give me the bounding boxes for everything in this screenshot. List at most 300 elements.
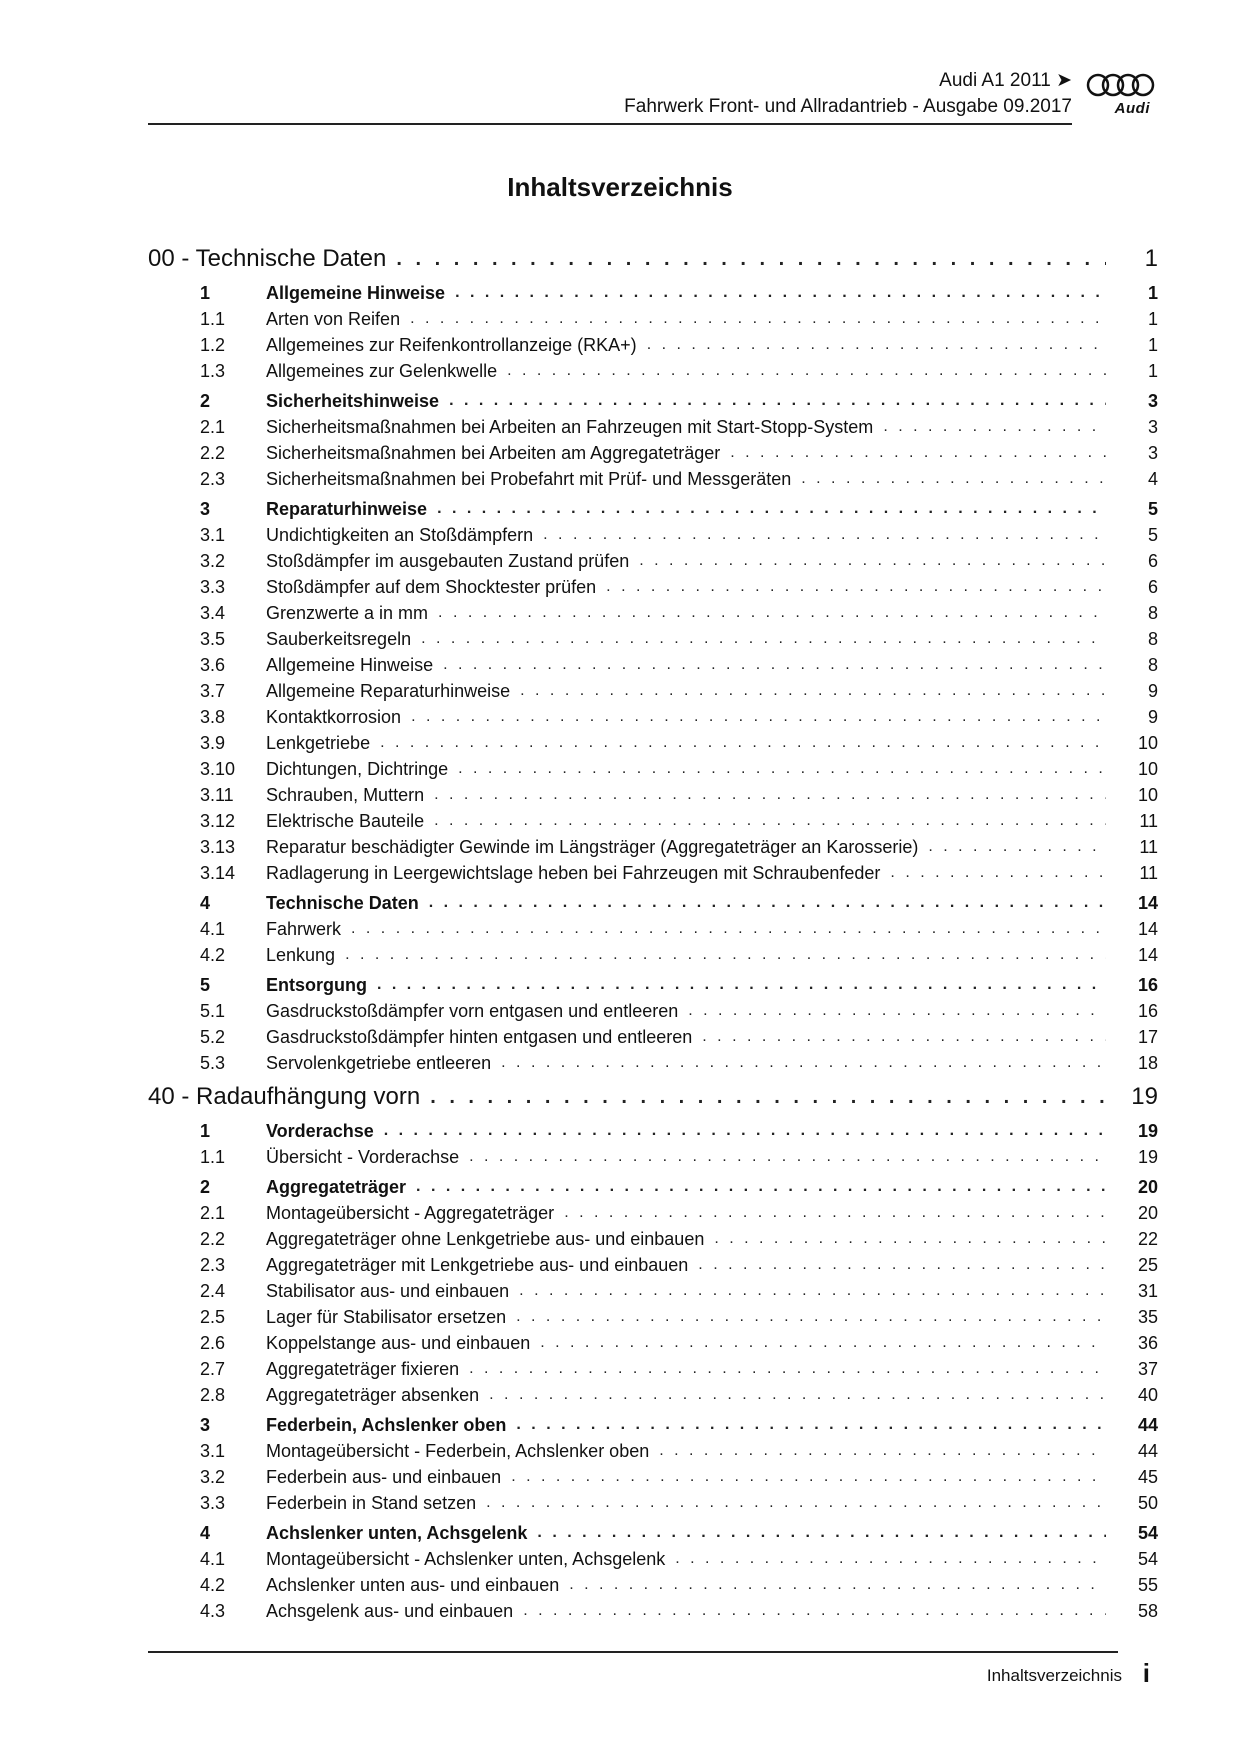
toc-item-row[interactable] [148,332,1158,358]
toc-entry-number: 2.3 [200,469,226,489]
toc-entry-title: Allgemeines zur Reifenkontrollanzeige (RKA+) [266,335,637,355]
toc-entry-line [266,388,1158,414]
dot-leader [883,414,1106,440]
toc-item-row[interactable] [148,834,1158,860]
toc-entry-page: 3 [1147,443,1158,463]
toc-entry-title: Elektrische Bauteile [266,811,425,831]
dot-leader [540,1330,1106,1356]
toc-entry-page: 8 [1147,655,1158,675]
dot-leader [928,834,1106,860]
toc-entry-number: 1.2 [200,335,226,355]
dot-leader [351,916,1106,942]
toc-entry-number: 4.3 [200,1601,226,1621]
toc-entry-page: 44 [1137,1441,1158,1461]
toc-entry-line [266,678,1158,704]
dot-leader [702,1024,1106,1050]
toc-entry-title: Federbein, Achslenker oben [266,1415,507,1435]
dot-leader [647,332,1106,358]
toc-entry-line [266,730,1158,756]
toc-section-row[interactable] [148,1520,1158,1546]
toc-item-row[interactable] [148,522,1158,548]
toc-entry-line [266,1050,1158,1076]
dot-leader [543,522,1106,548]
toc-section-row[interactable] [148,388,1158,414]
toc-item-row[interactable] [148,860,1158,886]
toc-entry-title: Montageübersicht - Achslenker unten, Achsgelenk [266,1549,666,1569]
toc-entry-page: 6 [1147,577,1158,597]
dot-leader [410,306,1106,332]
toc-entry-number: 2.2 [200,443,226,463]
toc-entry-title: Fahrwerk [266,919,342,939]
toc-entry-line [266,1304,1158,1330]
toc-entry-line [266,1226,1158,1252]
toc-entry-title: Koppelstange aus- und einbauen [266,1333,531,1353]
toc-item-row[interactable] [148,782,1158,808]
toc-entry-line [266,466,1158,492]
toc-entry-line [266,834,1158,860]
toc-item-row[interactable] [148,1490,1158,1516]
toc-entry-line [266,1520,1158,1546]
toc-entry-number: 2.6 [200,1333,226,1353]
toc-item-row[interactable] [148,358,1158,384]
dot-leader [443,652,1106,678]
dot-leader [511,1464,1106,1490]
toc-item-row[interactable] [148,1200,1158,1226]
toc-entry-page: 14 [1137,919,1158,939]
toc-entry-number: 2.1 [200,417,226,437]
toc-entry-title: Achsgelenk aus- und einbauen [266,1601,514,1621]
toc-entry-page: 8 [1147,603,1158,623]
toc-entry-page: 54 [1137,1523,1158,1543]
toc-entry-title: Aggregateträger mit Lenkgetriebe aus- und einbauen [266,1255,689,1275]
toc-entry-title: Allgemeine Hinweise [266,283,446,303]
toc-entry-page: 54 [1137,1549,1158,1569]
toc-item-row[interactable] [148,414,1158,440]
toc-section-row[interactable] [148,972,1158,998]
toc-entry-number: 3.9 [200,733,226,753]
toc-entry-page: 11 [1139,837,1158,857]
toc-entry-line [266,1144,1158,1170]
dot-leader [421,626,1106,652]
toc-entry-page: 8 [1147,629,1158,649]
toc-entry-number: 3.8 [200,707,226,727]
toc-entry-line [266,756,1158,782]
dot-leader [501,1050,1106,1076]
toc-entry-page: 16 [1137,1001,1158,1021]
toc-entry-number: 3.7 [200,681,226,701]
toc-entry-number: 3.11 [200,785,234,805]
toc-entry-number: 3.2 [200,1467,226,1487]
toc-entry-number: 4 [200,1523,211,1543]
toc-entry-page: 14 [1137,893,1158,913]
toc-entry-number: 5.2 [200,1027,226,1047]
toc-entry-page: 14 [1137,945,1158,965]
toc-entry-page: 25 [1137,1255,1158,1275]
toc-item-row[interactable] [148,678,1158,704]
toc-item-row[interactable] [148,306,1158,332]
toc-entry-title: Federbein aus- und einbauen [266,1467,502,1487]
toc-entry-number: 2.4 [200,1281,226,1301]
toc-section-row[interactable] [148,280,1158,306]
toc-entry-number: 3 [200,499,211,519]
toc-item-row[interactable] [148,1252,1158,1278]
toc-entry-line [266,1572,1158,1598]
toc-entry-page: 1 [1147,361,1158,381]
dot-leader [429,890,1106,916]
toc-entry-page: 1 [1147,283,1158,303]
toc-entry-title: Sicherheitsmaßnahmen bei Probefahrt mit Prüf- und Messgeräten [266,469,792,489]
toc-entry-line [266,1412,1158,1438]
toc-entry-number: 4.2 [200,1575,226,1595]
toc-entry-page: 5 [1147,525,1158,545]
dot-leader [489,1382,1106,1408]
audi-rings-icon [1084,72,1158,98]
toc-entry-number: 1 [200,283,211,303]
toc-item-row[interactable] [148,704,1158,730]
toc-entry-line [266,1464,1158,1490]
toc-entry-number: 3.12 [200,811,236,831]
dot-leader [698,1252,1106,1278]
toc-entry-title: 00 - Technische Daten [148,245,387,272]
toc-entry-number: 1.3 [200,361,226,381]
audi-logo [1084,72,1158,118]
toc-entry-page: 5 [1147,499,1158,519]
toc-entry-line [266,1490,1158,1516]
toc-entry-page: 31 [1137,1281,1158,1301]
toc-entry-page: 19 [1137,1121,1158,1141]
toc-entry-title: Allgemeine Reparaturhinweise [266,681,511,701]
toc-entry-page: 17 [1137,1027,1158,1047]
toc-entry-line [266,1174,1158,1200]
toc-entry-number: 3.1 [200,1441,226,1461]
toc-entry-number: 4.1 [200,919,226,939]
toc-entry-page: 58 [1137,1601,1158,1621]
table-of-contents [148,238,1158,1624]
toc-entry-line [266,1356,1158,1382]
toc-entry-page: 10 [1137,785,1158,805]
toc-item-row[interactable] [148,1546,1158,1572]
toc-item-row[interactable] [148,1598,1158,1624]
toc-entry-number: 3.5 [200,629,226,649]
dot-leader [730,440,1106,466]
toc-item-row[interactable] [148,440,1158,466]
toc-section-row[interactable] [148,1118,1158,1144]
toc-entry-line [266,440,1158,466]
toc-entry-title: Aggregateträger absenken [266,1385,480,1405]
dot-leader [384,1118,1106,1144]
toc-entry-number: 1.1 [200,309,226,329]
header-model: Audi A1 2011 ➤ [939,70,1072,91]
toc-entry-title: Kontaktkorrosion [266,707,402,727]
toc-entry-page: 10 [1137,759,1158,779]
toc-entry-page: 1 [1144,245,1158,272]
toc-entry-page: 3 [1147,391,1158,411]
toc-entry-number: 2 [200,1177,211,1197]
dot-leader [396,242,1106,276]
dot-leader [516,1304,1106,1330]
toc-entry-line [266,574,1158,600]
toc-entry-title: Grenzwerte a in mm [266,603,429,623]
toc-entry-line [266,942,1158,968]
toc-entry-title: Sicherheitsmaßnahmen bei Arbeiten am Aggregateträger [266,443,721,463]
toc-entry-number: 2.8 [200,1385,226,1405]
toc-entry-number: 1.1 [200,1147,226,1167]
toc-entry-number: 2.7 [200,1359,226,1379]
toc-entry-page: 4 [1147,469,1158,489]
toc-entry-number: 2.5 [200,1307,226,1327]
toc-entry-title: Übersicht - Vorderachse [266,1147,460,1167]
toc-entry-line [266,1330,1158,1356]
toc-entry-line [266,332,1158,358]
toc-entry-page: 1 [1147,309,1158,329]
toc-entry-number: 2 [200,391,211,411]
header-text [624,68,1072,120]
toc-item-row[interactable] [148,466,1158,492]
toc-entry-line [266,414,1158,440]
toc-entry-line [266,280,1158,306]
dot-leader [537,1520,1106,1546]
dot-leader [659,1438,1106,1464]
dot-leader [455,280,1106,306]
dot-leader [520,678,1106,704]
toc-entry-title: Reparatur beschädigter Gewinde im Längsträger (Aggregateträger an Karosserie) [266,837,919,857]
toc-entry-number: 2.3 [200,1255,226,1275]
toc-entry-title: Undichtigkeiten an Stoßdämpfern [266,525,534,545]
dot-leader [507,358,1106,384]
toc-entry-page: 6 [1147,551,1158,571]
page-title: Inhaltsverzeichnis [507,172,733,202]
toc-entry-number: 3.1 [200,525,226,545]
toc-item-row[interactable] [148,1464,1158,1490]
dot-leader [564,1200,1106,1226]
toc-item-row[interactable] [148,916,1158,942]
toc-entry-page: 22 [1137,1229,1158,1249]
toc-entry-line [266,522,1158,548]
toc-entry-line [148,242,1158,276]
toc-entry-page: 9 [1147,707,1158,727]
toc-item-row[interactable] [148,1024,1158,1050]
toc-entry-line [266,808,1158,834]
toc-entry-line [266,1252,1158,1278]
dot-leader [639,548,1106,574]
dot-leader [411,704,1106,730]
toc-entry-page: 50 [1137,1493,1158,1513]
dot-leader [469,1144,1106,1170]
toc-item-row[interactable] [148,626,1158,652]
toc-entry-title: Aggregateträger [266,1177,407,1197]
toc-section-row[interactable] [148,496,1158,522]
dot-leader [569,1572,1106,1598]
toc-entry-line [266,1598,1158,1624]
toc-item-row[interactable] [148,1330,1158,1356]
toc-entry-title: Sauberkeitsregeln [266,629,412,649]
dot-leader [430,1080,1106,1114]
toc-entry-number: 2.2 [200,1229,226,1249]
toc-entry-number: 5.3 [200,1053,226,1073]
toc-entry-title: Technische Daten [266,893,419,913]
toc-item-row[interactable] [148,942,1158,968]
toc-entry-line [266,306,1158,332]
toc-entry-line [266,548,1158,574]
toc-section-row[interactable] [148,1174,1158,1200]
dot-leader [469,1356,1106,1382]
dot-leader [714,1226,1106,1252]
dot-leader [345,942,1106,968]
dot-leader [890,860,1106,886]
toc-entry-title: Federbein in Stand setzen [266,1493,477,1513]
toc-entry-page: 40 [1137,1385,1158,1405]
toc-entry-number: 3.3 [200,577,226,597]
toc-entry-line [266,916,1158,942]
toc-entry-line [266,652,1158,678]
footer-rule [148,1651,1118,1653]
footer-page-number: i [1142,1658,1150,1688]
toc-item-row[interactable] [148,1356,1158,1382]
toc-entry-title: Achslenker unten aus- und einbauen [266,1575,560,1595]
toc-entry-line [266,358,1158,384]
dot-leader [519,1278,1106,1304]
dot-leader [523,1598,1106,1624]
toc-entry-line [148,1080,1158,1114]
toc-entry-number: 5 [200,975,211,995]
toc-entry-title: Schrauben, Muttern [266,785,425,805]
dot-leader [438,600,1106,626]
toc-entry-title: Stoßdämpfer auf dem Shocktester prüfen [266,577,597,597]
toc-entry-page: 1 [1147,335,1158,355]
toc-entry-title: Arten von Reifen [266,309,401,329]
toc-entry-page: 35 [1137,1307,1158,1327]
toc-entry-title: Dichtungen, Dichtringe [266,759,449,779]
toc-entry-page: 11 [1139,811,1158,831]
toc-entry-title: Sicherheitsmaßnahmen bei Arbeiten an Fahrzeugen mit Start-Stopp-System [266,417,874,437]
dot-leader [688,998,1106,1024]
toc-entry-title: Vorderachse [266,1121,374,1141]
toc-item-row[interactable] [148,600,1158,626]
toc-entry-number: 4.1 [200,1549,226,1569]
toc-entry-number: 2.1 [200,1203,226,1223]
toc-entry-title: Stabilisator aus- und einbauen [266,1281,510,1301]
toc-entry-page: 9 [1147,681,1158,701]
toc-entry-title: Aggregateträger ohne Lenkgetriebe aus- und einbauen [266,1229,705,1249]
toc-entry-page: 10 [1137,733,1158,753]
toc-entry-title: Achslenker unten, Achsgelenk [266,1523,528,1543]
dot-leader [377,972,1106,998]
toc-entry-line [266,782,1158,808]
toc-entry-title: Gasdruckstoßdämpfer vorn entgasen und entleeren [266,1001,679,1021]
dot-leader [675,1546,1106,1572]
toc-item-row[interactable] [148,1226,1158,1252]
toc-item-row[interactable] [148,548,1158,574]
toc-entry-title: 40 - Radaufhängung vorn [148,1083,421,1110]
toc-item-row[interactable] [148,652,1158,678]
toc-entry-title: Sicherheitshinweise [266,391,440,411]
toc-entry-title: Lenkgetriebe [266,733,371,753]
toc-section-row[interactable] [148,1412,1158,1438]
dot-leader [486,1490,1106,1516]
toc-entry-title: Allgemeine Hinweise [266,655,434,675]
toc-section-row[interactable] [148,890,1158,916]
toc-entry-line [266,890,1158,916]
toc-entry-title: Radlagerung in Leergewichtslage heben bei Fahrzeugen mit Schraubenfeder [266,863,881,883]
toc-entry-page: 18 [1137,1053,1158,1073]
toc-entry-number: 1 [200,1121,211,1141]
toc-item-row[interactable] [148,1144,1158,1170]
toc-entry-title: Stoßdämpfer im ausgebauten Zustand prüfen [266,551,630,571]
header-rule [148,123,1072,125]
toc-chapter-row[interactable] [148,242,1158,276]
toc-entry-page: 3 [1147,417,1158,437]
toc-entry-number: 3.14 [200,863,236,883]
dot-leader [434,808,1106,834]
toc-entry-line [266,1382,1158,1408]
toc-entry-page: 19 [1131,1083,1158,1110]
toc-item-row[interactable] [148,1278,1158,1304]
toc-entry-page: 45 [1137,1467,1158,1487]
toc-item-row[interactable] [148,1304,1158,1330]
toc-entry-line [266,1278,1158,1304]
toc-entry-number: 3.4 [200,603,226,623]
toc-entry-number: 4.2 [200,945,226,965]
toc-entry-title: Montageübersicht - Federbein, Achslenker oben [266,1441,650,1461]
toc-entry-page: 36 [1137,1333,1158,1353]
toc-item-row[interactable] [148,1438,1158,1464]
header-subtitle: Fahrwerk Front- und Allradantrieb - Ausgabe 09.2017 [624,96,1072,117]
toc-entry-title: Servolenkgetriebe entleeren [266,1053,492,1073]
toc-item-row[interactable] [148,756,1158,782]
toc-entry-title: Allgemeines zur Gelenkwelle [266,361,498,381]
toc-entry-title: Lager für Stabilisator ersetzen [266,1307,507,1327]
toc-entry-page: 44 [1137,1415,1158,1435]
dot-leader [801,466,1106,492]
toc-entry-title: Montageübersicht - Aggregateträger [266,1203,555,1223]
toc-entry-page: 16 [1137,975,1158,995]
toc-chapter-row[interactable] [148,1080,1158,1114]
toc-entry-line [266,496,1158,522]
toc-entry-number: 4 [200,893,211,913]
toc-entry-number: 3.10 [200,759,236,779]
dot-leader [434,782,1106,808]
toc-entry-title: Aggregateträger fixieren [266,1359,460,1379]
toc-entry-page: 37 [1137,1359,1158,1379]
toc-item-row[interactable] [148,730,1158,756]
toc-item-row[interactable] [148,574,1158,600]
toc-entry-line [266,1118,1158,1144]
toc-entry-title: Gasdruckstoßdämpfer hinten entgasen und entleeren [266,1027,693,1047]
dot-leader [516,1412,1106,1438]
toc-item-row[interactable] [148,1050,1158,1076]
toc-item-row[interactable] [148,808,1158,834]
toc-entry-page: 20 [1137,1203,1158,1223]
dot-leader [437,496,1106,522]
toc-entry-page: 19 [1137,1147,1158,1167]
toc-item-row[interactable] [148,1382,1158,1408]
toc-entry-line [266,998,1158,1024]
toc-entry-title: Entsorgung [266,975,367,995]
toc-entry-title: Reparaturhinweise [266,499,428,519]
toc-entry-page: 55 [1137,1575,1158,1595]
toc-entry-line [266,1024,1158,1050]
toc-entry-page: 20 [1137,1177,1158,1197]
dot-leader [606,574,1106,600]
toc-item-row[interactable] [148,998,1158,1024]
toc-entry-line [266,1546,1158,1572]
toc-entry-number: 3 [200,1415,211,1435]
toc-entry-line [266,600,1158,626]
toc-entry-number: 3.3 [200,1493,226,1513]
toc-entry-number: 3.13 [200,837,236,857]
toc-entry-page: 11 [1139,863,1158,883]
toc-item-row[interactable] [148,1572,1158,1598]
